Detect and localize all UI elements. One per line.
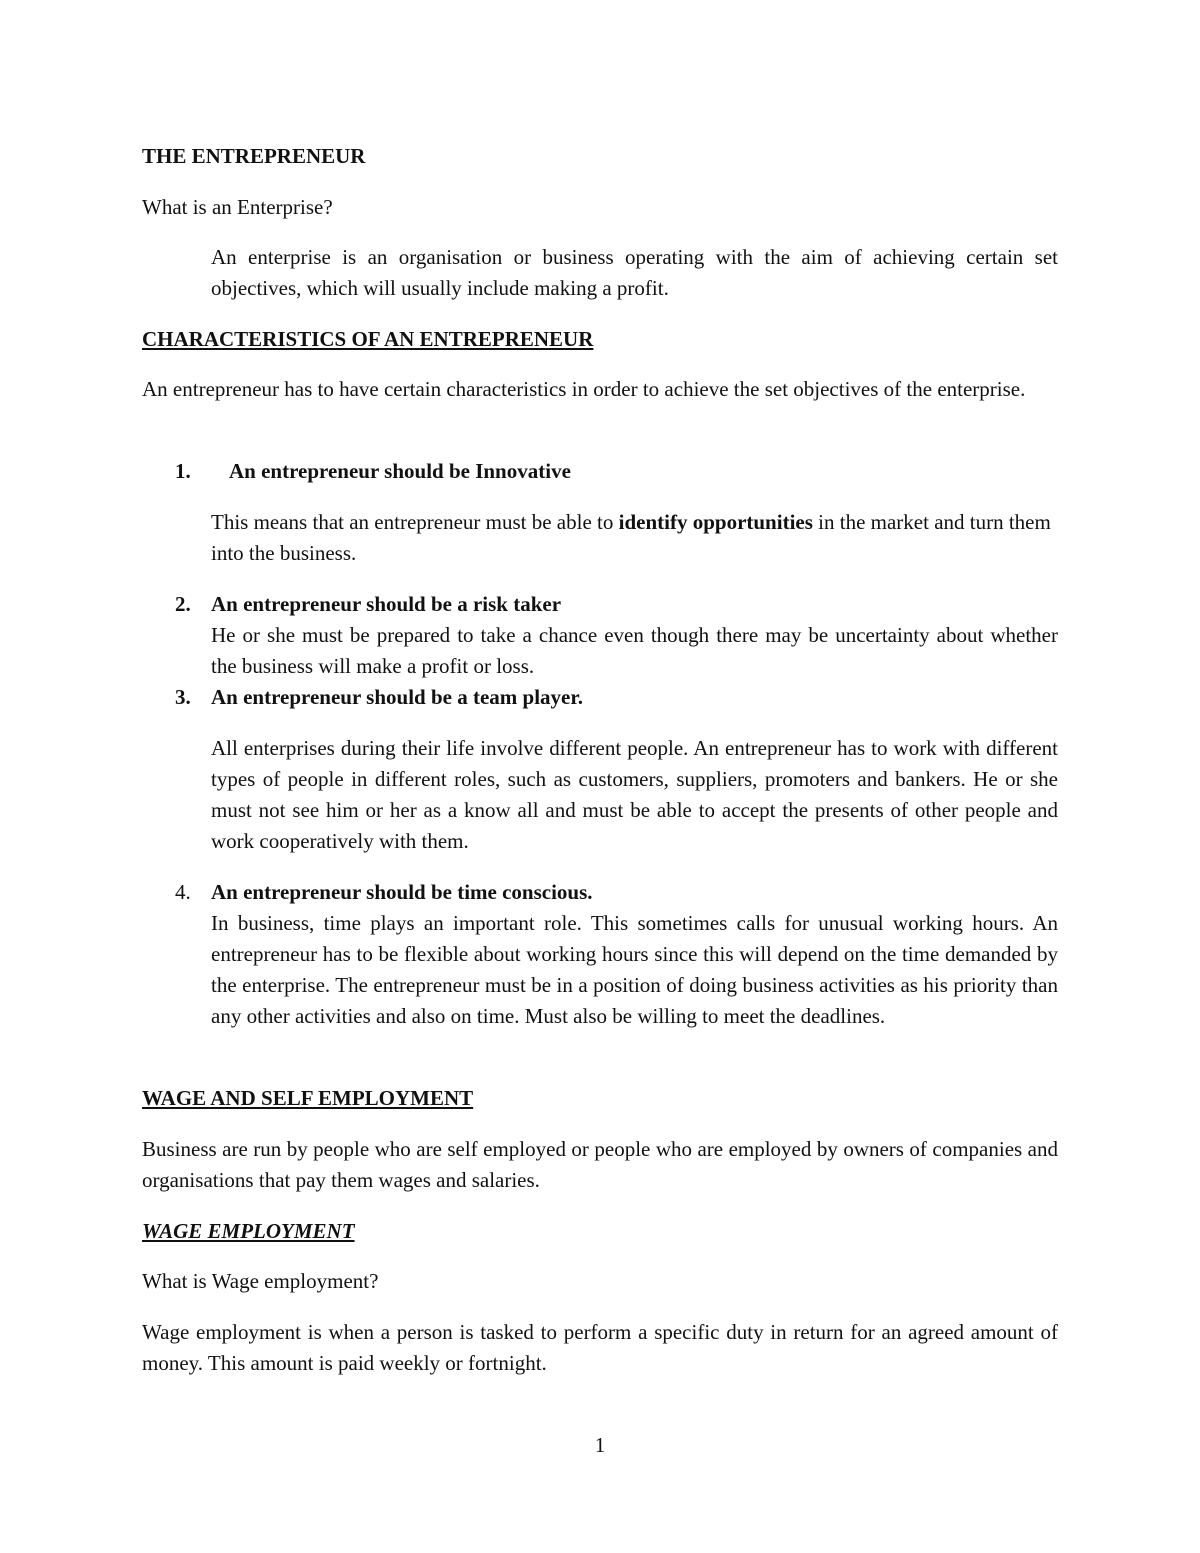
- body-text: in the market and turn them into the business.: [211, 510, 1051, 565]
- wage-employment-heading: WAGE EMPLOYMENT: [142, 1219, 355, 1243]
- characteristics-heading: CHARACTERISTICS OF AN ENTREPRENEUR: [142, 327, 594, 351]
- enterprise-definition: An enterprise is an organisation or business operating with the aim of achieving certain set objectives, which will usually include making a profit.: [211, 245, 1058, 300]
- body-emphasis: identify opportunities: [618, 510, 813, 534]
- page-number: 1: [594, 1433, 606, 1457]
- body-text: This means that an entrepreneur must be able to: [211, 510, 619, 534]
- item-heading-team-player: An entrepreneur should be a team player.: [211, 685, 583, 709]
- list-number: 3.: [175, 685, 191, 709]
- wage-self-heading: WAGE AND SELF EMPLOYMENT: [142, 1086, 474, 1110]
- item-heading-risk-taker: An entrepreneur should be a risk taker: [211, 592, 562, 616]
- wage-self-body: Business are run by people who are self employed or people who are employed by owners of companies and organisations that pay them wages and salaries.: [142, 1137, 1058, 1192]
- question-enterprise: What is an Enterprise?: [142, 195, 333, 219]
- item-heading-innovative: An entrepreneur should be Innovative: [229, 459, 571, 483]
- list-number: 1.: [175, 459, 191, 483]
- question-wage: What is Wage employment?: [142, 1269, 379, 1293]
- list-number: 4.: [175, 880, 191, 904]
- document-title: THE ENTREPRENEUR: [142, 144, 366, 168]
- item-body-team-player: All enterprises during their life involve different people. An entrepreneur has to work with different types of people in different roles, such as customers, suppliers, promoters and bankers. He or she must not see him or her as a know all and must be able to accept the presents of other people and work cooperatively with them.: [211, 736, 1058, 853]
- item-heading-time-conscious: An entrepreneur should be time conscious.: [211, 880, 593, 904]
- item-body-risk-taker: He or she must be prepared to take a chance even though there may be uncertainty about whether the business will make a profit or loss.: [211, 623, 1058, 678]
- list-number: 2.: [175, 592, 191, 616]
- wage-definition: Wage employment is when a person is tasked to perform a specific duty in return for an agreed amount of money. This amount is paid weekly or fortnight.: [142, 1320, 1058, 1375]
- item-body-time-conscious: In business, time plays an important role. This sometimes calls for unusual working hours. An entrepreneur has to be flexible about working hours since this will depend on the time demanded by the enterprise. The entrepreneur must be in a position of doing business activities as his priority than any other activities and also on time. Must also be willing to meet the deadlines.: [211, 911, 1058, 1028]
- item-body-innovative: [211, 507, 1058, 569]
- characteristics-intro: An entrepreneur has to have certain characteristics in order to achieve the set objectives of the enterprise.: [142, 377, 1026, 401]
